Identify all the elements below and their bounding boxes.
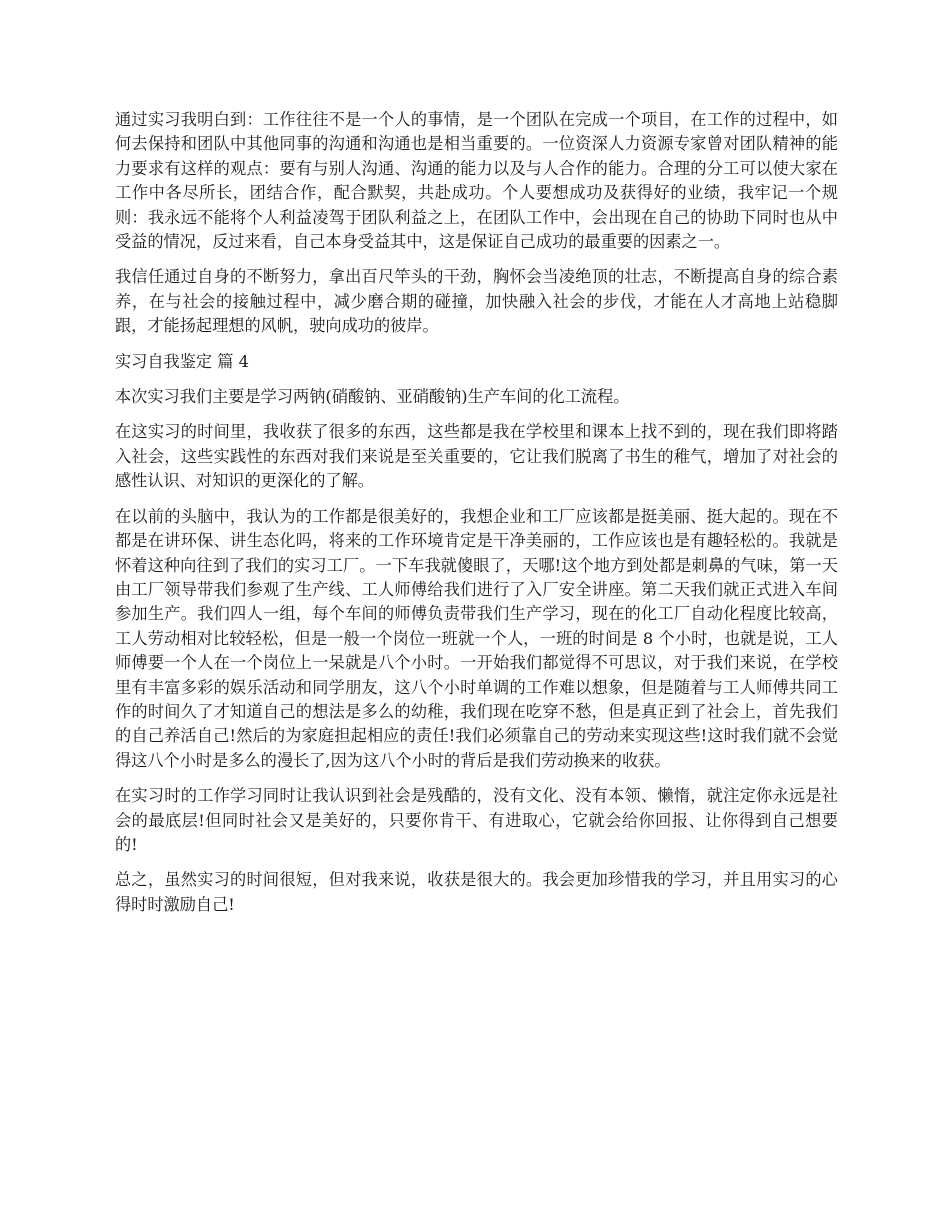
paragraph-self-effort: 我信任通过自身的不断努力，拿出百尺竿头的干劲，胸怀会当凌绝顶的壮志，不断提高自身的综合素养，在与社会的接触过程中，减少磨合期的碰撞，加快融入社会的步伐，才能在人才高地上站稳脚跟，才能扬起理想的风帆，驶向成功的彼岸。 [115, 267, 838, 336]
document-page [115, 108, 838, 928]
paragraph-gains: 在这实习的时间里，我收获了很多的东西，这些都是我在学校里和课本上找不到的，现在我们即将踏入社会，这些实践性的东西对我们来说是至关重要的，它让我们脱离了书生的稚气，增加了对社会的感性认识、对知识的更深化的了解。 [115, 422, 838, 491]
paragraph-internship-topic: 本次实习我们主要是学习两钠(硝酸钠、亚硝酸钠)生产车间的化工流程。 [115, 387, 630, 407]
paragraph-teamwork: 通过实习我明白到：工作往往不是一个人的事情，是一个团队在完成一个项目，在工作的过程中，如何去保持和团队中其他同事的沟通和沟通也是相当重要的。一位资深人力资源专家曾对团队精神的能力要求有这样的观点：要有与别人沟通、沟通的能力以及与人合作的能力。合理的分工可以使大家在工作中各尽所长，团结合作，配合默契，共赴成功。个人要想成功及获得好的业绩，我牢记一个规则：我永远不能将个人利益凌驾于团队利益之上，在团队工作中，会出现在自己的协助下同时也从中受益的情况，反过来看，自己本身受益其中，这是保证自己成功的最重要的因素之一。 [115, 110, 838, 252]
section-heading: 实习自我鉴定 篇 4 [115, 351, 249, 371]
paragraph-conclusion: 总之，虽然实习的时间很短，但对我来说，收获是很大的。我会更加珍惜我的学习，并且用实习的心得时时激励自己! [115, 870, 838, 914]
paragraph-factory-experience: 在以前的头脑中，我认为的工作都是很美好的，我想企业和工厂应该都是挺美丽、挺大起的。现在不都是在讲环保、讲生态化吗，将来的工作环境肯定是干净美丽的，工作应该也是有趣轻松的。我就是怀着这种向往到了我们的实习工厂。一下车我就傻眼了，天哪!这个地方到处都是刺鼻的气味，第一天由工厂领导带我们参观了生产线、工人师傅给我们进行了入厂安全讲座。第二天我们就正式进入车间参加生产。我们四人一组，每个车间的师傅负责带我们生产学习，现在的化工厂自动化程度比较高，工人劳动相对比较轻松，但是一般一个岗位一班就一个人，一班的时间是 8 个小时，也就是说，工人师傅要一个人在一个岗位上一呆就是八个小时。一开始我们都觉得不可思议，对于我们来说，在学校里有丰富多彩的娱乐活动和同学朋友，这八个小时单调的工作难以想象，但是随着与工人师傅共同工作的时间久了才知道自己的想法是多么的幼稚，我们现在吃穿不愁，但是真正到了社会上，首先我们的自己养活自己!然后的为家庭担起相应的责任!我们必须靠自己的劳动来实现这些!这时我们就不会觉得这八个小时是多么的漫长了,因为这八个小时的背后是我们劳动换来的收获。 [115, 506, 838, 770]
paragraph-society: 在实习时的工作学习同时让我认识到社会是残酷的，没有文化、没有本领、懒惰，就注定你永远是社会的最底层!但同时社会又是美好的，只要你肯干、有进取心，它就会给你回报、让你得到自己想要的! [115, 786, 838, 854]
